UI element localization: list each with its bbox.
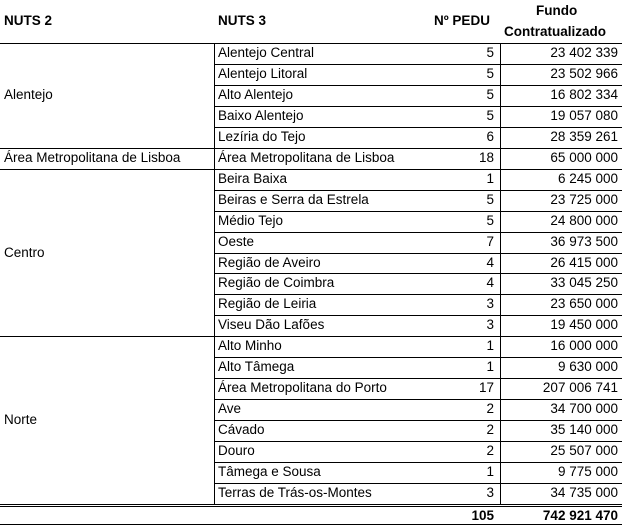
pedu-cell: 3	[486, 485, 494, 500]
group-divider	[0, 148, 622, 149]
nuts3-cell: Terras de Trás-os-Montes	[218, 485, 372, 500]
nuts3-cell: Alto Minho	[218, 338, 282, 353]
pedu-cell: 6	[486, 129, 494, 144]
fund-cell: 25 507 000	[550, 443, 618, 458]
row-divider	[214, 294, 622, 295]
nuts3-cell: Médio Tejo	[218, 213, 284, 228]
pedu-cell: 17	[478, 380, 494, 395]
pedu-cell: 5	[486, 108, 494, 123]
pedu-cell: 2	[486, 401, 494, 416]
nuts3-cell: Alentejo Central	[218, 45, 315, 60]
fund-cell: 33 045 250	[550, 275, 618, 290]
nuts3-cell: Alto Alentejo	[218, 87, 294, 102]
pedu-cell: 2	[486, 422, 494, 437]
fund-cell: 9 630 000	[557, 359, 618, 374]
fund-cell: 65 000 000	[550, 150, 618, 165]
row-divider	[214, 190, 622, 191]
fund-cell: 24 800 000	[550, 213, 618, 228]
fund-cell: 36 973 500	[550, 234, 618, 249]
row-divider	[214, 85, 622, 86]
nuts3-cell: Douro	[218, 443, 255, 458]
fund-cell: 34 735 000	[550, 485, 618, 500]
pedu-cell: 1	[486, 171, 494, 186]
pedu-cell: 18	[478, 150, 494, 165]
row-divider	[214, 357, 622, 358]
pedu-cell: 2	[486, 443, 494, 458]
nuts2-group-label: Área Metropolitana de Lisboa	[4, 150, 181, 165]
nuts2-group-label: Alentejo	[4, 87, 53, 102]
nuts3-cell: Baixo Alentejo	[218, 108, 304, 123]
fund-cell: 23 650 000	[550, 296, 618, 311]
fund-cell: 23 402 339	[550, 45, 618, 60]
row-divider	[214, 106, 622, 107]
fund-cell: 16 000 000	[550, 338, 618, 353]
fund-cell: 28 359 261	[550, 129, 618, 144]
row-divider	[214, 399, 622, 400]
table-bottom-line	[0, 524, 622, 525]
column-divider	[214, 43, 215, 504]
column-divider	[500, 43, 501, 504]
total-top-line	[0, 506, 622, 507]
row-divider	[214, 64, 622, 65]
pedu-cell: 5	[486, 45, 494, 60]
pedu-cell: 3	[486, 317, 494, 332]
row-divider	[214, 127, 622, 128]
fund-cell: 23 725 000	[550, 192, 618, 207]
group-divider	[0, 169, 622, 170]
header-nuts3: NUTS 3	[218, 13, 267, 28]
pedu-cell: 5	[486, 192, 494, 207]
row-divider	[214, 253, 622, 254]
pedu-cell: 1	[486, 338, 494, 353]
row-divider	[214, 420, 622, 421]
nuts3-cell: Beira Baixa	[218, 171, 288, 186]
pedu-cell: 4	[486, 255, 494, 270]
fund-cell: 9 775 000	[557, 464, 618, 479]
fund-cell: 35 140 000	[550, 422, 618, 437]
nuts2-group-label: Centro	[4, 245, 45, 260]
nuts3-cell: Região de Coimbra	[218, 275, 335, 290]
row-divider	[214, 273, 622, 274]
header-fund-line1: Fundo	[536, 3, 578, 18]
row-divider	[214, 211, 622, 212]
fund-cell: 207 006 741	[542, 380, 618, 395]
pedu-cell: 1	[486, 359, 494, 374]
fund-cell: 19 057 080	[550, 108, 618, 123]
nuts3-cell: Viseu Dão Lafões	[218, 317, 325, 332]
row-divider	[214, 315, 622, 316]
header-nuts2: NUTS 2	[4, 13, 53, 28]
group-divider	[0, 336, 622, 337]
fund-cell: 19 450 000	[550, 317, 618, 332]
nuts3-cell: Área Metropolitana de Lisboa	[218, 150, 395, 165]
header-pedu-count: Nº PEDU	[434, 13, 490, 28]
nuts3-cell: Região de Aveiro	[218, 255, 321, 270]
nuts3-cell: Lezíria do Tejo	[218, 129, 306, 144]
nuts3-cell: Alentejo Litoral	[218, 66, 308, 81]
pedu-cell: 4	[486, 275, 494, 290]
pedu-cell: 5	[486, 213, 494, 228]
pedu-cell: 7	[486, 234, 494, 249]
row-divider	[214, 378, 622, 379]
nuts3-cell: Beiras e Serra da Estrela	[218, 192, 369, 207]
row-divider	[214, 462, 622, 463]
nuts3-cell: Ave	[218, 401, 242, 416]
fund-cell: 6 245 000	[557, 171, 618, 186]
nuts3-cell: Região de Leiria	[218, 296, 317, 311]
fund-cell: 26 415 000	[550, 255, 618, 270]
fund-cell: 23 502 966	[550, 66, 618, 81]
pedu-cell: 5	[486, 87, 494, 102]
pedu-cell: 1	[486, 464, 494, 479]
nuts3-cell: Oeste	[218, 234, 255, 249]
fund-cell: 34 700 000	[550, 401, 618, 416]
pedu-cell: 5	[486, 66, 494, 81]
nuts3-cell: Área Metropolitana do Porto	[218, 380, 387, 395]
total-pedu: 105	[471, 508, 494, 523]
fund-cell: 16 802 334	[550, 87, 618, 102]
group-divider	[0, 504, 622, 505]
header-bottom-line	[0, 43, 622, 44]
row-divider	[214, 483, 622, 484]
row-divider	[214, 232, 622, 233]
pedu-cell: 3	[486, 296, 494, 311]
total-fund: 742 921 470	[542, 508, 618, 523]
nuts3-cell: Tâmega e Sousa	[218, 464, 321, 479]
nuts3-cell: Cávado	[218, 422, 265, 437]
nuts3-cell: Alto Tâmega	[218, 359, 295, 374]
row-divider	[214, 441, 622, 442]
nuts2-group-label: Norte	[4, 412, 38, 427]
header-fund-line2: Contratualizado	[504, 24, 607, 39]
